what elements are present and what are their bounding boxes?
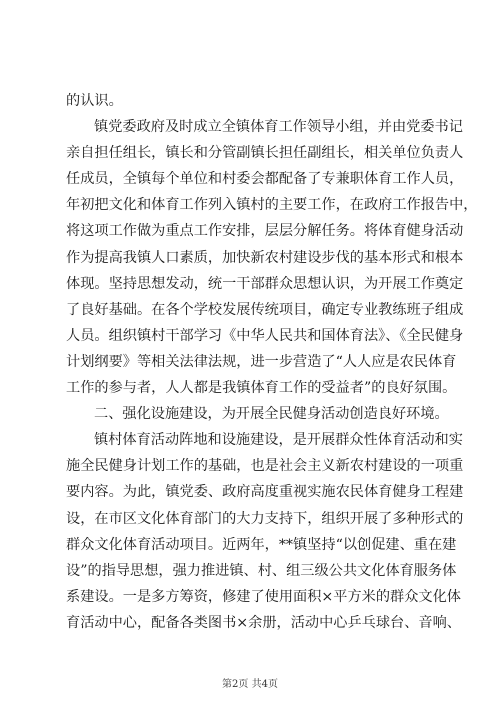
text-line: 系建设。一是多方筹资，修建了使用面积×平方米的群众文化体 <box>66 588 461 605</box>
section-heading: 二、强化设施建设，为开展全民健身活动创造良好环境。 <box>94 406 449 423</box>
text-line: 设，在市区文化体育部门的大力支持下，组织开展了多种形式的 <box>66 510 464 527</box>
text-line: 施全民健身计划工作的基础，也是社会主义新农村建设的一项重 <box>66 458 464 475</box>
text-line: 将这项工作做为重点工作安排，层层分解任务。将体育健身活动 <box>66 223 464 240</box>
text-line: 工作的参与者，人人都是我镇体育工作的受益者”的良好氛围。 <box>66 380 457 397</box>
text-line: 任成员，全镇每个单位和村委会都配备了专兼职体育工作人员， <box>66 171 464 188</box>
text-line: 设”的指导思想，强力推进镇、村、组三级公共文化体育服务体 <box>66 562 457 579</box>
text-line: 育活动中心，配备各类图书×余册，活动中心乒乓球台、音响、 <box>66 614 461 631</box>
text-line: 镇村体育活动阵地和设施建设，是开展群众性体育活动和实 <box>94 432 463 449</box>
page-number-footer: 第2页 共4页 <box>222 679 278 690</box>
text-line: 要内容。为此，镇党委、政府高度重视实施农民体育健身工程建 <box>66 484 464 501</box>
text-line: 人员。组织镇村干部学习《中华人民共和国体育法》、《全民健身 <box>66 327 464 344</box>
text-line: 作为提高我镇人口素质，加快新农村建设步伐的基本形式和根本 <box>66 249 464 266</box>
text-line: 体现。坚持思想发动，统一干部群众思想认识，为开展工作奠定 <box>66 275 464 292</box>
text-line: 了良好基础。在各个学校发展传统项目，确定专业教练班子组成 <box>66 301 464 318</box>
text-line: 群众文化体育活动项目。近两年，**镇坚持“以创促建、重在建 <box>66 536 457 553</box>
text-line: 的认识。 <box>66 93 123 109</box>
text-line: 计划纲要》等相关法律法规，进一步营造了“人人应是农民体育 <box>66 353 457 370</box>
body-text <box>66 88 478 636</box>
text-line: 镇党委政府及时成立全镇体育工作领导小组，并由党委书记 <box>94 119 463 136</box>
text-line: 亲自担任组长，镇长和分管副镇长担任副组长，相关单位负责人 <box>66 145 464 162</box>
text-line: 年初把文化和体育工作列入镇村的主要工作，在政府工作报告中， <box>66 197 478 214</box>
